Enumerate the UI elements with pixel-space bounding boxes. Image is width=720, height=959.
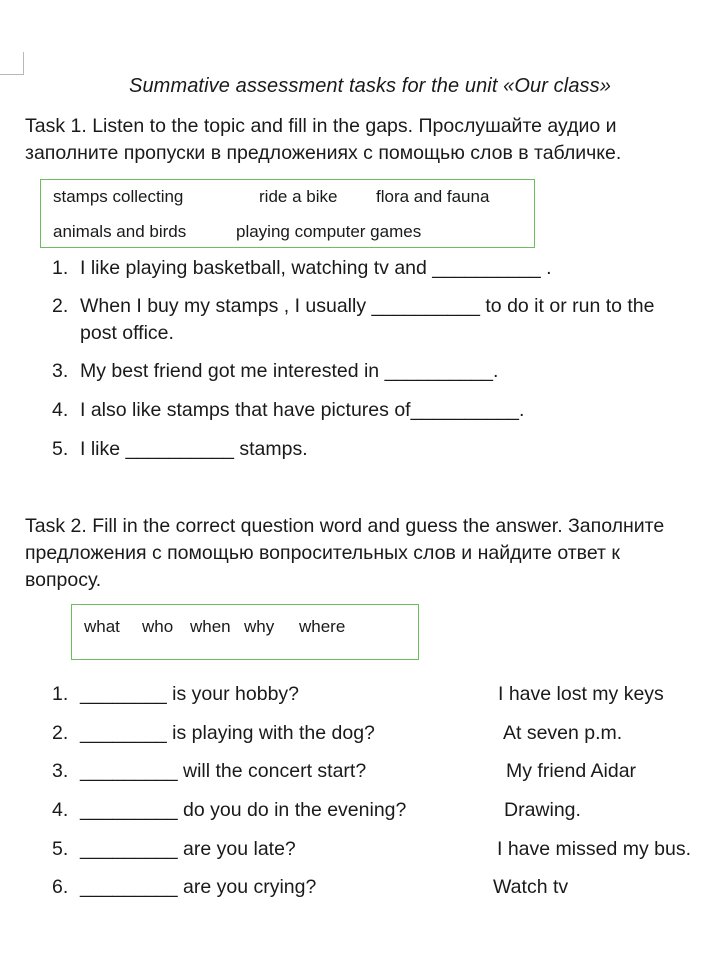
document-title: Summative assessment tasks for the unit «Our class» bbox=[129, 75, 611, 97]
task2-instruction-line1: Task 2. Fill in the correct question word and guess the answer. Заполните bbox=[25, 515, 665, 537]
task1-item-text: I like __________ stamps. bbox=[80, 438, 308, 460]
word-flora-and-fauna: flora and fauna bbox=[376, 187, 490, 206]
task2-answer: I have lost my keys bbox=[498, 683, 664, 705]
word-animals-and-birds: animals and birds bbox=[53, 222, 187, 241]
task2-question: _________ are you crying? bbox=[80, 876, 317, 898]
task2-item-number: 4. bbox=[52, 799, 69, 821]
word-when: when bbox=[190, 617, 231, 636]
task2-answer: Watch tv bbox=[493, 876, 569, 898]
page-corner-mark bbox=[0, 52, 24, 75]
task2-question: _________ will the concert start? bbox=[80, 760, 367, 782]
task2-answer: I have missed my bus. bbox=[497, 838, 691, 860]
task1-item-text: My best friend got me interested in __________. bbox=[80, 360, 499, 382]
task1-instruction-line2: заполните пропуски в предложениях с помощью слов в табличке. bbox=[25, 142, 622, 164]
task1-item-text: I like playing basketball, watching tv and __________ . bbox=[80, 257, 552, 279]
task2-item-number: 5. bbox=[52, 838, 69, 860]
task1-word-box bbox=[40, 179, 535, 248]
task2-question: ________ is your hobby? bbox=[80, 683, 300, 705]
word-who: who bbox=[142, 617, 174, 636]
task1-item-number: 3. bbox=[52, 360, 69, 382]
task2-item-number: 2. bbox=[52, 722, 69, 744]
task2-item-number: 6. bbox=[52, 876, 69, 898]
task2-word-box bbox=[71, 604, 419, 660]
task1-instruction-line1: Task 1. Listen to the topic and fill in the gaps. Прослушайте аудио и bbox=[25, 115, 617, 137]
task1-item-text-continued: post office. bbox=[80, 322, 174, 344]
task2-answer: At seven p.m. bbox=[503, 722, 623, 744]
word-where: where bbox=[299, 617, 346, 636]
task2-instruction-line3: вопросу. bbox=[25, 569, 102, 591]
task1-item-number: 4. bbox=[52, 399, 69, 421]
task2-question: ________ is playing with the dog? bbox=[80, 722, 375, 744]
task2-question: _________ do you do in the evening? bbox=[80, 799, 407, 821]
task2-answer: My friend Aidar bbox=[506, 760, 637, 782]
word-playing-computer-games: playing computer games bbox=[236, 222, 422, 241]
task2-item-number: 3. bbox=[52, 760, 69, 782]
task2-instruction-line2: предложения с помощью вопросительных слов и найдите ответ к bbox=[25, 542, 620, 564]
word-what: what bbox=[84, 617, 120, 636]
word-stamps-collecting: stamps collecting bbox=[53, 187, 184, 206]
word-why: why bbox=[244, 617, 275, 636]
task1-item-text: When I buy my stamps , I usually __________ to do it or run to the bbox=[80, 295, 655, 317]
task1-item-number: 1. bbox=[52, 257, 69, 279]
task2-answer: Drawing. bbox=[504, 799, 581, 821]
task2-item-number: 1. bbox=[52, 683, 69, 705]
task1-item-number: 5. bbox=[52, 438, 69, 460]
task2-question: _________ are you late? bbox=[80, 838, 296, 860]
word-ride-a-bike: ride a bike bbox=[259, 187, 338, 206]
task1-item-text: I also like stamps that have pictures of__________. bbox=[80, 399, 525, 421]
task1-item-number: 2. bbox=[52, 295, 69, 317]
